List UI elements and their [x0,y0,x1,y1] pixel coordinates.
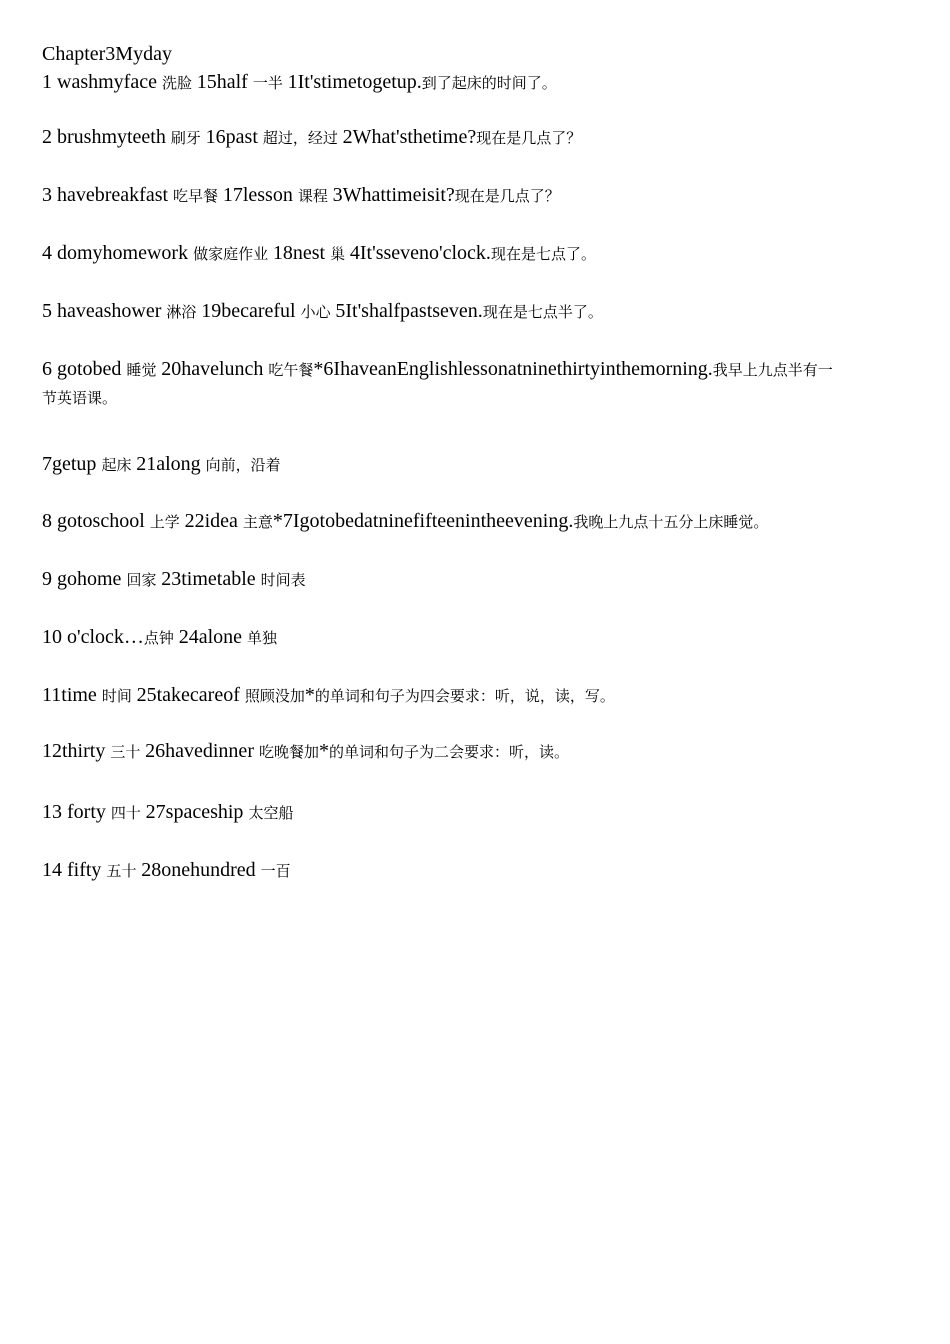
line-text: 2What'sthetime? [342,126,477,148]
vocab-line-11 [42,681,882,710]
line-text: *7Igotobedatninefifteenintheevening. [272,510,574,532]
line-text: 2 brushmyteeth [42,126,171,148]
line-text: 课程 [297,187,333,205]
line-text: 点钟 [143,629,179,647]
line-text: 17lesson [222,184,298,206]
line-text: 照顾没加 [244,687,305,705]
line-text: 10 o'clock… [42,626,144,648]
line-text: 21along [136,453,206,475]
line-text: 巢 [330,245,350,263]
line-text: 四十 [110,804,146,822]
line-text: 1 washmyface [42,71,162,93]
line-text: 五十 [106,862,142,880]
line-text: 一百 [260,862,291,880]
line-text: 现在是七点半了。 [482,303,603,321]
vocab-line-1 [42,68,882,97]
line-text: 到了起床的时间了。 [421,74,557,92]
line-text: *6IhaveanEnglishlessonatninethirtyinthemorning. [313,358,713,380]
line-text: 19becareful [201,300,301,322]
line-text: 3Whattimeisit? [332,184,455,206]
vocab-line-7 [42,450,882,479]
vocab-line-13 [42,798,882,827]
vocab-line-12 [42,737,882,766]
line-text: 27spaceship [145,801,249,823]
chapter-title: Chapter3Myday [42,43,172,65]
line-text: 26havedinner [145,740,259,762]
line-text: 的单词和句子为四会要求：听，说，读，写。 [314,687,615,705]
line-text: 吃晚餐加 [258,743,319,761]
line-text: 回家 [126,571,162,589]
line-text: 4It'sseveno'clock. [349,242,491,264]
vocab-line-5 [42,297,882,326]
line-text: 现在是几点了？ [454,187,560,205]
line-text: 12thirty [42,740,111,762]
document-body [42,40,882,885]
line-text: 向前，沿着 [205,456,281,474]
line-text: 做家庭作业 [193,245,273,263]
line-text: 14 fifty [42,859,107,881]
line-text: 淋浴 [166,303,202,321]
vocab-line-2 [42,123,882,152]
line-text: 13 forty [42,801,111,823]
line-text: 25takecareof [136,684,245,706]
line-text: 的单词和句子为二会要求：听，读。 [329,743,570,761]
line-text: 23timetable [161,568,261,590]
line-text: 5It'shalfpastseven. [335,300,483,322]
line-text: 单独 [247,629,278,647]
line-text: 刷牙 [170,129,206,147]
line-text: 起床 [101,456,137,474]
line-text: 8 gotoschool [42,510,150,532]
line-text: 6 gotobed [42,358,127,380]
line-text: 时间 [101,687,137,705]
line-text: 吃午餐 [268,361,314,379]
vocab-line-4 [42,239,882,268]
line-text: 主意 [242,513,273,531]
line-text: 16past [205,126,263,148]
line-text: 22idea [184,510,243,532]
line-text: 吃早餐 [173,187,223,205]
line-text: 3 havebreakfast [42,184,174,206]
line-text: 28onehundred [141,859,261,881]
line-text: 我早上九点半有一 [712,361,833,379]
vocab-line-14 [42,856,882,885]
line-text: 睡觉 [126,361,162,379]
line-text: * [319,740,329,762]
line-text: 9 gohome [42,568,127,590]
line-text: 18nest [272,242,331,264]
line-text: 超过，经过 [262,129,343,147]
line-text: 1It'stimetogetup. [287,71,422,93]
vocab-line-8 [42,507,882,536]
line-text: 4 domyhomework [42,242,194,264]
vocab-line-6-continued: 节英语课。 [42,389,118,407]
vocab-line-9 [42,565,882,594]
line-text: 上学 [149,513,185,531]
line-text: 小心 [300,303,336,321]
line-text: 5 haveashower [42,300,167,322]
line-text: 15half [196,71,253,93]
line-text: 太空船 [248,804,294,822]
vocab-line-10 [42,623,882,652]
line-text: 时间表 [260,571,306,589]
line-text: 三十 [110,743,146,761]
line-text: 现在是七点了。 [490,245,596,263]
line-text: 7getup [42,453,102,475]
line-text: 洗脸 [161,74,197,92]
line-text: 24alone [178,626,248,648]
line-text: 11time [42,684,102,706]
vocab-line-3 [42,181,882,210]
vocab-line-6 [42,355,882,384]
line-text: 20havelunch [161,358,269,380]
line-text: 一半 [252,74,288,92]
line-text: * [304,684,315,706]
line-text: 我晚上九点十五分上床睡觉。 [573,513,769,531]
line-text: 现在是几点了？ [476,129,582,147]
